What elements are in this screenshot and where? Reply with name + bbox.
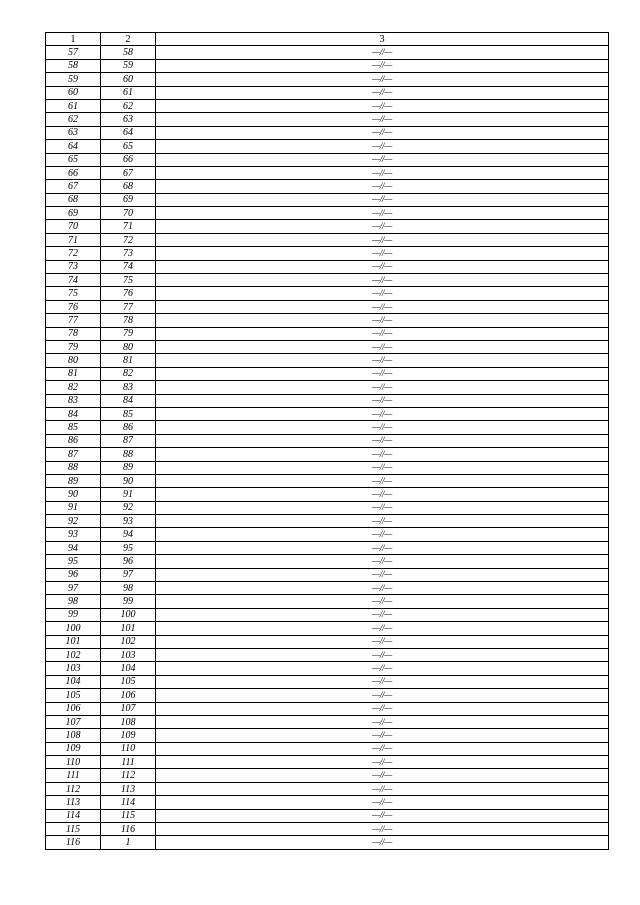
cell-from: 66 xyxy=(46,166,101,179)
table-row xyxy=(46,568,609,581)
cell-to: 113 xyxy=(101,782,156,795)
cell-from: 110 xyxy=(46,756,101,769)
header-row xyxy=(46,33,609,46)
cell-from: 107 xyxy=(46,715,101,728)
table-row xyxy=(46,126,609,139)
table-row xyxy=(46,287,609,300)
cell-to: 68 xyxy=(101,180,156,193)
cell-to: 70 xyxy=(101,207,156,220)
cell-to: 114 xyxy=(101,796,156,809)
cell-from: 57 xyxy=(46,46,101,59)
cell-ditto: —//— xyxy=(156,662,609,675)
table-row xyxy=(46,367,609,380)
cell-from: 83 xyxy=(46,394,101,407)
cell-to: 109 xyxy=(101,729,156,742)
cell-from: 58 xyxy=(46,59,101,72)
data-table xyxy=(45,32,609,850)
cell-ditto: —//— xyxy=(156,247,609,260)
cell-ditto: —//— xyxy=(156,220,609,233)
cell-to: 78 xyxy=(101,314,156,327)
cell-ditto: —//— xyxy=(156,59,609,72)
cell-ditto: —//— xyxy=(156,153,609,166)
cell-ditto: —//— xyxy=(156,582,609,595)
cell-to: 67 xyxy=(101,166,156,179)
cell-to: 104 xyxy=(101,662,156,675)
table-row xyxy=(46,702,609,715)
cell-to: 1 xyxy=(101,836,156,849)
table-row xyxy=(46,381,609,394)
cell-ditto: —//— xyxy=(156,515,609,528)
cell-ditto: —//— xyxy=(156,488,609,501)
table-row xyxy=(46,180,609,193)
cell-ditto: —//— xyxy=(156,742,609,755)
cell-from: 72 xyxy=(46,247,101,260)
cell-to: 62 xyxy=(101,99,156,112)
cell-ditto: —//— xyxy=(156,702,609,715)
cell-from: 114 xyxy=(46,809,101,822)
cell-from: 64 xyxy=(46,140,101,153)
cell-ditto: —//— xyxy=(156,555,609,568)
cell-ditto: —//— xyxy=(156,823,609,836)
cell-ditto: —//— xyxy=(156,595,609,608)
cell-ditto: —//— xyxy=(156,274,609,287)
cell-ditto: —//— xyxy=(156,648,609,661)
table-row xyxy=(46,300,609,313)
table-row xyxy=(46,796,609,809)
cell-from: 62 xyxy=(46,113,101,126)
cell-ditto: —//— xyxy=(156,86,609,99)
cell-from: 76 xyxy=(46,300,101,313)
cell-ditto: —//— xyxy=(156,836,609,849)
table-row xyxy=(46,488,609,501)
table-row xyxy=(46,662,609,675)
table-row xyxy=(46,501,609,514)
column-header-1: 1 xyxy=(46,33,101,46)
cell-to: 79 xyxy=(101,327,156,340)
cell-from: 85 xyxy=(46,421,101,434)
cell-from: 69 xyxy=(46,207,101,220)
table-row xyxy=(46,648,609,661)
table-row xyxy=(46,769,609,782)
cell-from: 113 xyxy=(46,796,101,809)
cell-ditto: —//— xyxy=(156,568,609,581)
cell-ditto: —//— xyxy=(156,394,609,407)
table-row xyxy=(46,528,609,541)
table-row xyxy=(46,582,609,595)
cell-ditto: —//— xyxy=(156,233,609,246)
cell-ditto: —//— xyxy=(156,73,609,86)
cell-ditto: —//— xyxy=(156,180,609,193)
cell-from: 75 xyxy=(46,287,101,300)
cell-to: 60 xyxy=(101,73,156,86)
cell-ditto: —//— xyxy=(156,421,609,434)
table-row xyxy=(46,220,609,233)
table-row xyxy=(46,46,609,59)
cell-to: 64 xyxy=(101,126,156,139)
cell-to: 106 xyxy=(101,689,156,702)
cell-to: 59 xyxy=(101,59,156,72)
table-row xyxy=(46,340,609,353)
cell-from: 111 xyxy=(46,769,101,782)
cell-ditto: —//— xyxy=(156,367,609,380)
cell-from: 68 xyxy=(46,193,101,206)
cell-to: 63 xyxy=(101,113,156,126)
cell-to: 92 xyxy=(101,501,156,514)
table-row xyxy=(46,595,609,608)
cell-from: 63 xyxy=(46,126,101,139)
cell-ditto: —//— xyxy=(156,769,609,782)
column-header-2: 2 xyxy=(101,33,156,46)
table-row xyxy=(46,140,609,153)
cell-ditto: —//— xyxy=(156,407,609,420)
cell-to: 115 xyxy=(101,809,156,822)
table-row xyxy=(46,99,609,112)
cell-from: 82 xyxy=(46,381,101,394)
cell-from: 73 xyxy=(46,260,101,273)
cell-to: 86 xyxy=(101,421,156,434)
cell-ditto: —//— xyxy=(156,622,609,635)
cell-ditto: —//— xyxy=(156,314,609,327)
cell-from: 92 xyxy=(46,515,101,528)
cell-to: 69 xyxy=(101,193,156,206)
cell-to: 98 xyxy=(101,582,156,595)
cell-ditto: —//— xyxy=(156,608,609,621)
cell-from: 89 xyxy=(46,474,101,487)
cell-from: 102 xyxy=(46,648,101,661)
cell-to: 87 xyxy=(101,434,156,447)
table-row xyxy=(46,448,609,461)
table-row xyxy=(46,86,609,99)
cell-ditto: —//— xyxy=(156,140,609,153)
table-row xyxy=(46,354,609,367)
cell-from: 79 xyxy=(46,340,101,353)
table-row xyxy=(46,689,609,702)
column-header-3: 3 xyxy=(156,33,609,46)
cell-to: 100 xyxy=(101,608,156,621)
table-row xyxy=(46,541,609,554)
table-row xyxy=(46,809,609,822)
table-row xyxy=(46,742,609,755)
table-row xyxy=(46,113,609,126)
cell-from: 70 xyxy=(46,220,101,233)
cell-to: 73 xyxy=(101,247,156,260)
cell-from: 61 xyxy=(46,99,101,112)
cell-ditto: —//— xyxy=(156,448,609,461)
table-row xyxy=(46,274,609,287)
cell-ditto: —//— xyxy=(156,126,609,139)
cell-ditto: —//— xyxy=(156,300,609,313)
table-row xyxy=(46,166,609,179)
cell-to: 75 xyxy=(101,274,156,287)
cell-to: 72 xyxy=(101,233,156,246)
cell-from: 71 xyxy=(46,233,101,246)
cell-to: 112 xyxy=(101,769,156,782)
cell-ditto: —//— xyxy=(156,260,609,273)
table-row xyxy=(46,207,609,220)
table-header xyxy=(46,33,609,46)
table-body xyxy=(46,46,609,849)
table-row xyxy=(46,59,609,72)
cell-to: 97 xyxy=(101,568,156,581)
cell-from: 94 xyxy=(46,541,101,554)
table-row xyxy=(46,608,609,621)
cell-ditto: —//— xyxy=(156,541,609,554)
table-row xyxy=(46,314,609,327)
cell-from: 84 xyxy=(46,407,101,420)
cell-from: 86 xyxy=(46,434,101,447)
cell-from: 80 xyxy=(46,354,101,367)
cell-to: 94 xyxy=(101,528,156,541)
cell-to: 85 xyxy=(101,407,156,420)
table-row xyxy=(46,675,609,688)
table-row xyxy=(46,622,609,635)
table-row xyxy=(46,260,609,273)
cell-from: 96 xyxy=(46,568,101,581)
cell-ditto: —//— xyxy=(156,354,609,367)
cell-from: 88 xyxy=(46,461,101,474)
document-page xyxy=(45,32,608,850)
cell-to: 81 xyxy=(101,354,156,367)
cell-ditto: —//— xyxy=(156,782,609,795)
table-row xyxy=(46,715,609,728)
cell-ditto: —//— xyxy=(156,381,609,394)
cell-ditto: —//— xyxy=(156,796,609,809)
table-row xyxy=(46,233,609,246)
table-row xyxy=(46,434,609,447)
cell-from: 59 xyxy=(46,73,101,86)
cell-from: 103 xyxy=(46,662,101,675)
cell-to: 82 xyxy=(101,367,156,380)
cell-to: 89 xyxy=(101,461,156,474)
cell-ditto: —//— xyxy=(156,501,609,514)
table-row xyxy=(46,836,609,849)
cell-ditto: —//— xyxy=(156,635,609,648)
table-row xyxy=(46,555,609,568)
table-row xyxy=(46,474,609,487)
cell-ditto: —//— xyxy=(156,689,609,702)
cell-ditto: —//— xyxy=(156,287,609,300)
cell-to: 105 xyxy=(101,675,156,688)
cell-to: 83 xyxy=(101,381,156,394)
cell-from: 115 xyxy=(46,823,101,836)
cell-from: 100 xyxy=(46,622,101,635)
cell-ditto: —//— xyxy=(156,729,609,742)
cell-to: 80 xyxy=(101,340,156,353)
cell-ditto: —//— xyxy=(156,461,609,474)
cell-from: 65 xyxy=(46,153,101,166)
table-row xyxy=(46,461,609,474)
cell-from: 91 xyxy=(46,501,101,514)
cell-to: 61 xyxy=(101,86,156,99)
cell-to: 90 xyxy=(101,474,156,487)
cell-from: 116 xyxy=(46,836,101,849)
cell-ditto: —//— xyxy=(156,715,609,728)
cell-to: 58 xyxy=(101,46,156,59)
cell-ditto: —//— xyxy=(156,46,609,59)
cell-ditto: —//— xyxy=(156,327,609,340)
cell-to: 93 xyxy=(101,515,156,528)
cell-ditto: —//— xyxy=(156,207,609,220)
cell-ditto: —//— xyxy=(156,809,609,822)
table-row xyxy=(46,407,609,420)
table-row xyxy=(46,247,609,260)
cell-from: 112 xyxy=(46,782,101,795)
cell-from: 74 xyxy=(46,274,101,287)
cell-to: 65 xyxy=(101,140,156,153)
table-row xyxy=(46,421,609,434)
cell-ditto: —//— xyxy=(156,340,609,353)
cell-to: 76 xyxy=(101,287,156,300)
table-row xyxy=(46,193,609,206)
cell-from: 87 xyxy=(46,448,101,461)
cell-from: 90 xyxy=(46,488,101,501)
cell-to: 103 xyxy=(101,648,156,661)
cell-to: 91 xyxy=(101,488,156,501)
cell-ditto: —//— xyxy=(156,193,609,206)
table-row xyxy=(46,756,609,769)
cell-from: 60 xyxy=(46,86,101,99)
table-row xyxy=(46,394,609,407)
cell-to: 116 xyxy=(101,823,156,836)
cell-from: 77 xyxy=(46,314,101,327)
cell-to: 66 xyxy=(101,153,156,166)
cell-to: 96 xyxy=(101,555,156,568)
cell-to: 71 xyxy=(101,220,156,233)
cell-ditto: —//— xyxy=(156,434,609,447)
cell-to: 77 xyxy=(101,300,156,313)
table-row xyxy=(46,729,609,742)
cell-from: 105 xyxy=(46,689,101,702)
table-row xyxy=(46,327,609,340)
cell-ditto: —//— xyxy=(156,756,609,769)
table-row xyxy=(46,515,609,528)
cell-from: 95 xyxy=(46,555,101,568)
cell-to: 102 xyxy=(101,635,156,648)
cell-from: 109 xyxy=(46,742,101,755)
cell-to: 111 xyxy=(101,756,156,769)
cell-ditto: —//— xyxy=(156,99,609,112)
cell-from: 101 xyxy=(46,635,101,648)
cell-ditto: —//— xyxy=(156,474,609,487)
cell-to: 95 xyxy=(101,541,156,554)
cell-ditto: —//— xyxy=(156,113,609,126)
cell-from: 104 xyxy=(46,675,101,688)
cell-from: 97 xyxy=(46,582,101,595)
cell-to: 84 xyxy=(101,394,156,407)
cell-from: 99 xyxy=(46,608,101,621)
table-row xyxy=(46,823,609,836)
cell-from: 106 xyxy=(46,702,101,715)
cell-ditto: —//— xyxy=(156,166,609,179)
table-row xyxy=(46,153,609,166)
cell-from: 81 xyxy=(46,367,101,380)
cell-from: 78 xyxy=(46,327,101,340)
cell-to: 101 xyxy=(101,622,156,635)
cell-to: 88 xyxy=(101,448,156,461)
table-row xyxy=(46,635,609,648)
cell-to: 107 xyxy=(101,702,156,715)
table-row xyxy=(46,782,609,795)
cell-to: 99 xyxy=(101,595,156,608)
cell-to: 74 xyxy=(101,260,156,273)
table-row xyxy=(46,73,609,86)
cell-from: 108 xyxy=(46,729,101,742)
cell-from: 67 xyxy=(46,180,101,193)
cell-ditto: —//— xyxy=(156,675,609,688)
cell-from: 98 xyxy=(46,595,101,608)
cell-to: 108 xyxy=(101,715,156,728)
cell-from: 93 xyxy=(46,528,101,541)
cell-to: 110 xyxy=(101,742,156,755)
cell-ditto: —//— xyxy=(156,528,609,541)
